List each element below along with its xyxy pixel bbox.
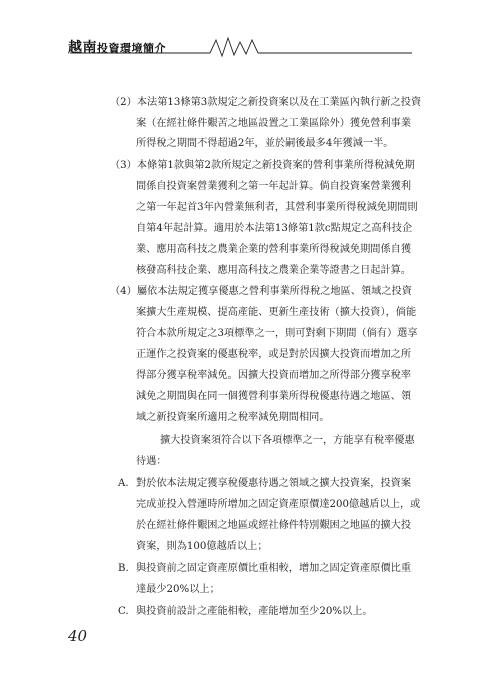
item-b-marker: B.: [118, 563, 129, 574]
intro-line-2: 待遇：: [136, 456, 167, 467]
p4-line-3: 符合本款所規定之3項標準之一，則可對剩下期間（倘有）選享: [136, 328, 418, 339]
p3-line-1: （3）本條第1款與第2款所規定之新投資案的營利事業所得稅減免期: [110, 160, 415, 171]
p4-line-1: （4）屬依本法規定獲享優惠之營利事業所得稅之地區、領域之投資: [110, 286, 412, 297]
p4-line-2: 案擴大生產規模、提高產能、更新生產技術（擴大投資），倘能: [136, 307, 417, 318]
p3-line-4: 自第4年起計算。適用於本法第13條第1款c點規定之高科技企: [136, 223, 413, 234]
item-c-line-1: 與投資前設計之產能相較，產能增加至少20%以上。: [136, 606, 373, 617]
item-a-line-4: 資案，則為100億越盾以上；: [136, 541, 268, 552]
item-a-marker: A.: [118, 478, 129, 489]
header-country: 越南: [68, 40, 97, 56]
header-zigzag-rule: [0, 28, 480, 58]
p3-line-3: 之第一年起首3年內營業無利者，其營利事業所得稅減免期間則: [136, 202, 418, 213]
p4-line-7: 域之新投資案所適用之稅率減免期間相同。: [136, 412, 330, 423]
p2-line-3: 所得稅之期間不得超過2年，並於嗣後最多4年獲減一半。: [136, 138, 394, 149]
p4-line-6: 減免之期間與在同一個獲營利事業所得稅優惠待遇之地區、領: [136, 391, 412, 402]
item-a-line-1: 對於依本法規定獲享稅優惠待遇之領域之擴大投資案，投資案: [136, 478, 412, 489]
p4-line-5: 得部分獲享稅率減免。因擴大投資而增加之所得部分獲享稅率: [136, 370, 412, 381]
p3-line-6: 核發高科技企業、應用高科技之農業企業等證書之日起計算。: [136, 265, 412, 276]
item-c-marker: C.: [118, 606, 129, 617]
page-number: 40: [68, 627, 88, 645]
item-b-line-1: 與投資前之固定資產原價比重相較，增加之固定資產原價比重: [136, 563, 412, 574]
p3-line-5: 業、應用高科技之農業企業的營利事業所得稅減免期間係自獲: [136, 244, 412, 255]
running-header: [0, 28, 480, 58]
intro-line-1: 擴大投資案須符合以下各項標準之一，方能享有稅率優惠: [160, 435, 415, 446]
p2-line-2: 案（在經社條件艱苦之地區設置之工業區除外）獲免營利事業: [136, 118, 412, 129]
header-subtitle: 投資環境簡介: [97, 42, 166, 55]
item-b-line-2: 達最少20%以上；: [136, 584, 220, 595]
p3-line-2: 間係自投資案營業獲利之第一年起計算。倘自投資案營業獲利: [136, 181, 412, 192]
p4-line-4: 正運作之投資案的優惠稅率，或是對於因擴大投資而增加之所: [136, 349, 412, 360]
item-a-line-2: 完成並投入營運時所增加之固定資產原價達200億越盾以上，或: [136, 499, 421, 510]
p2-line-1: （2）本法第13條第3款規定之新投資案以及在工業區內執行新之投資: [110, 97, 422, 108]
item-a-line-3: 於在經社條件艱困之地區或經社條件特別艱困之地區的擴大投: [136, 520, 412, 531]
